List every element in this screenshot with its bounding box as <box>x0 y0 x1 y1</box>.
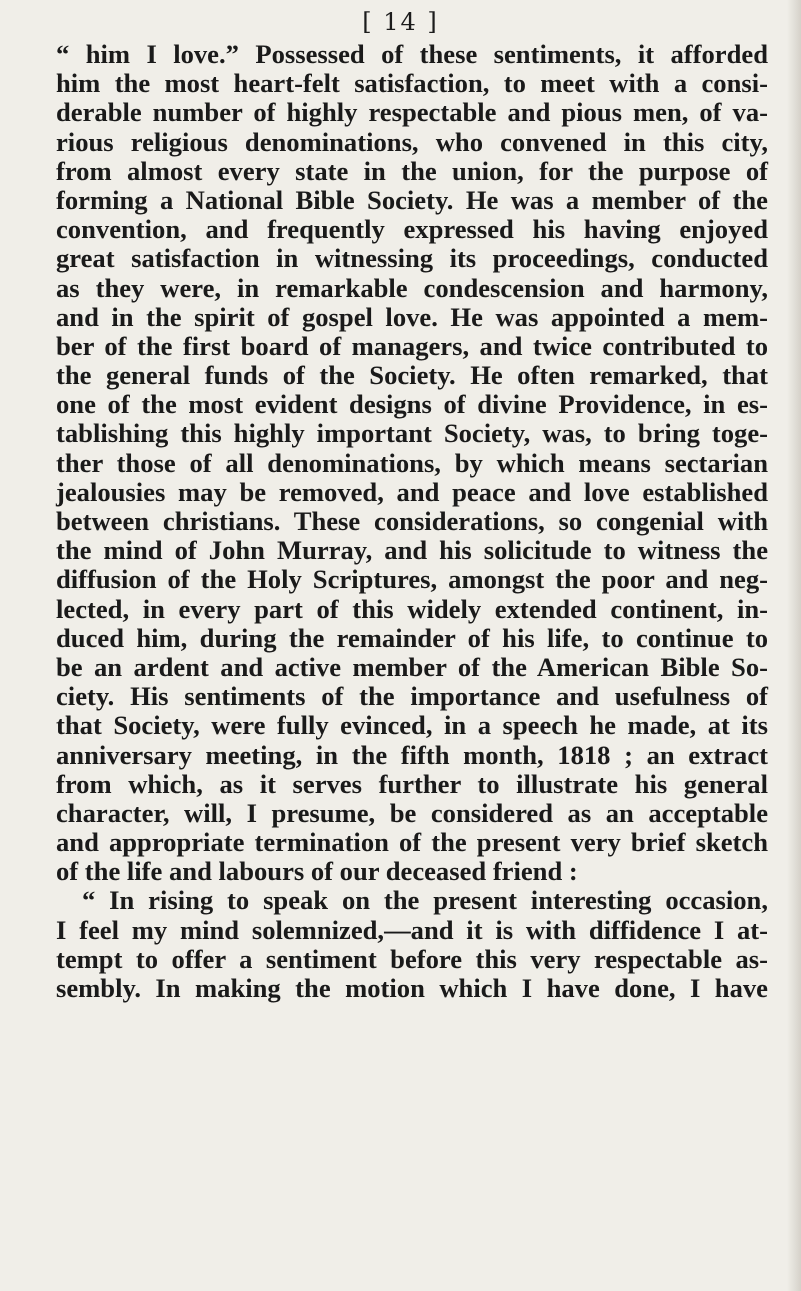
body-text <box>56 40 768 1003</box>
text-line: duced him, during the remainder of his life, to continue to <box>56 622 768 653</box>
text-line: sembly. In making the motion which I have done, I have <box>56 973 768 1003</box>
text-line: “ In rising to speak on the present interesting occasion, <box>82 885 768 916</box>
text-line: jealousies may be removed, and peace and love established <box>56 476 768 507</box>
text-line: of the life and labours of our deceased friend : <box>56 856 578 887</box>
text-line: one of the most evident designs of divine Providence, in es- <box>56 389 768 420</box>
page-edge-shadow <box>787 0 801 1291</box>
text-line: forming a National Bible Society. He was a member of the <box>56 184 768 215</box>
text-line: the mind of John Murray, and his solicitude to witness the <box>56 535 768 566</box>
text-line: be an ardent and active member of the American Bible So- <box>56 651 768 682</box>
text-line: tablishing this highly important Society, was, to bring toge- <box>56 418 768 449</box>
text-line: and appropriate termination of the present very brief sketch <box>56 827 768 858</box>
text-line: derable number of highly respectable and pious men, of va- <box>56 97 768 128</box>
text-line: convention, and frequently expressed his having enjoyed <box>56 214 768 245</box>
text-line: anniversary meeting, in the fifth month, 1818 ; an extract <box>56 739 768 770</box>
text-line: as they were, in remarkable condescension and harmony, <box>56 272 768 303</box>
text-line: ciety. His sentiments of the importance and usefulness of <box>56 681 768 712</box>
text-line: great satisfaction in witnessing its proceedings, conducted <box>56 243 768 274</box>
text-line: between christians. These considerations, so congenial with <box>56 506 768 536</box>
text-line: “ him I love.” Possessed of these sentiments, it afforded <box>56 39 768 69</box>
text-line: from which, as it serves further to illustrate his general <box>56 768 768 799</box>
text-line: tempt to offer a sentiment before this very respectable as- <box>56 943 768 974</box>
text-line: ber of the first board of managers, and twice contributed to <box>56 330 768 361</box>
text-line: that Society, were fully evinced, in a speech he made, at its <box>56 710 768 741</box>
text-line: rious religious denominations, who convened in this city, <box>56 126 768 157</box>
page-number: [ 14 ] <box>362 8 439 36</box>
text-line: and in the spirit of gospel love. He was appointed a mem- <box>56 301 768 332</box>
text-line: from almost every state in the union, for the purpose of <box>56 155 768 186</box>
text-line: lected, in every part of this widely extended continent, in- <box>56 593 768 624</box>
text-line: ther those of all denominations, by which means sectarian <box>56 447 768 478</box>
text-line: him the most heart-felt satisfaction, to meet with a consi- <box>56 68 768 99</box>
text-line: character, will, I presume, be considered as an acceptable <box>56 797 768 828</box>
text-line: diffusion of the Holy Scriptures, amongst the poor and neg- <box>56 564 768 595</box>
text-line: I feel my mind solemnized,—and it is with diffidence I at- <box>56 914 768 945</box>
text-line: the general funds of the Society. He often remarked, that <box>56 360 768 391</box>
